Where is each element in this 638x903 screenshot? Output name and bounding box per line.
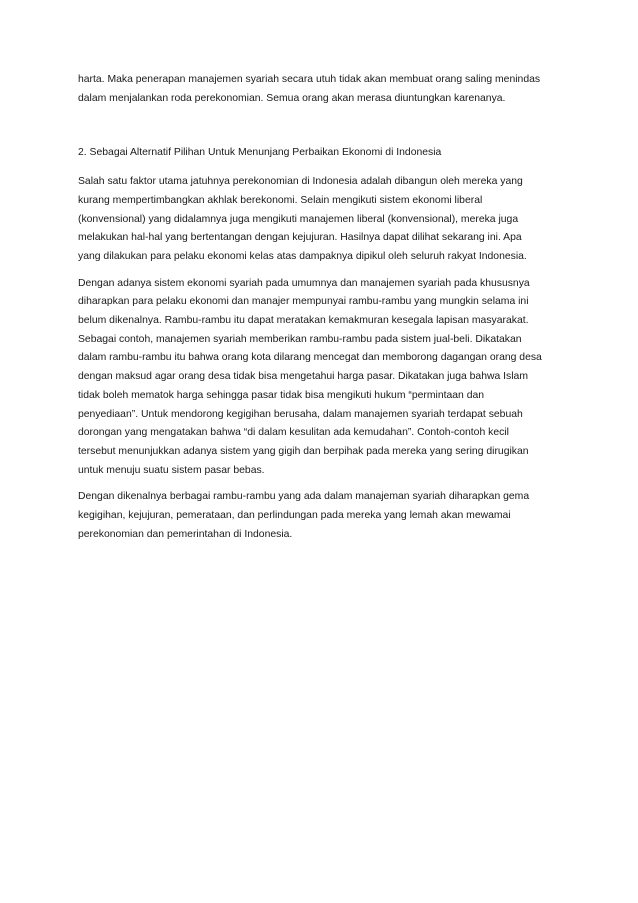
- text-line: kegigihan, kejujuran, pemerataan, dan perlindungan pada mereka yang lemah akan mewamai: [78, 510, 511, 522]
- text-line: 2. Sebagai Alternatif Pilihan Untuk Menunjang Perbaikan Ekonomi di Indonesia: [78, 147, 442, 159]
- text-line: Dengan dikenalnya berbagai rambu-rambu yang ada dalam manajeman syariah diharapkan gema: [78, 491, 530, 503]
- text-line: belum dikenalnya. Rambu-rambu itu dapat meratakan kemakmuran kesegala lapisan masyarakat.: [78, 315, 529, 327]
- text-line: perekonomian dan pemerintahan di Indonesia.: [78, 528, 293, 540]
- text-line: Sebagai contoh, manajemen syariah memberikan rambu-rambu pada sistem jual-beli. Dikatakan: [78, 333, 522, 345]
- text-line: dengan maksud agar orang desa tidak bisa mengetahui harga pasar. Dikatakan juga bahwa Islam: [78, 371, 528, 383]
- text-line: dalam rambu-rambu itu bahwa orang kota dilarang mencegat dan memborong dagangan orang desa: [78, 352, 542, 364]
- text-line: yang dilakukan para pelaku ekonomi kelas atas dampaknya dipikul oleh seluruh rakyat Indonesia.: [78, 250, 527, 262]
- text-line: Salah satu faktor utama jatuhnya perekonomian di Indonesia adalah dibangun oleh mereka yang: [78, 176, 523, 188]
- text-line: melakukan hal-hal yang bertentangan dengan kejujuran. Hasilnya dapat dilihat sekarang ini. Apa: [78, 232, 522, 244]
- text-line: kurang mempertimbangkan akhlak berekonomi. Selain mengikuti sistem ekonomi liberal: [78, 194, 483, 206]
- text-line: Dengan adanya sistem ekonomi syariah pada umumnya dan manajemen syariah pada khususnya: [78, 277, 530, 289]
- text-line: dorongan yang mengatakan bahwa “di dalam kesulitan ada kemudahan”. Contoh-contoh kecil: [78, 427, 509, 439]
- document-page: [78, 71, 564, 544]
- text-line: dalam menjalankan roda perekonomian. Semua orang akan merasa diuntungkan karenanya.: [78, 92, 506, 104]
- text-line: (konvensional) yang didalamnya juga mengikuti manajemen liberal (konvensional), mereka juga: [78, 213, 519, 225]
- paragraph-penutup: [78, 488, 564, 544]
- text-line: diharapkan para pelaku ekonomi dan manajer mempunyai rambu-rambu yang mungkin selama ini: [78, 296, 529, 308]
- paragraph-sistem: [78, 275, 564, 481]
- text-line: harta. Maka penerapan manajemen syariah secara utuh tidak akan membuat orang saling menindas: [78, 74, 541, 85]
- paragraph-faktor: [78, 173, 564, 267]
- section-heading: [78, 144, 564, 163]
- text-line: untuk menuju suatu sistem pasar bebas.: [78, 464, 265, 476]
- paragraph-intro: [78, 71, 564, 108]
- text-line: tidak boleh mematok harga sehingga pasar tidak bisa mengikuti hukum “permintaan dan: [78, 389, 485, 401]
- text-line: tersebut menunjukkan adanya sistem yang gigih dan berpihak pada mereka yang sering dirugikan: [78, 445, 529, 457]
- text-line: penyediaan”. Untuk mendorong kegigihan berusaha, dalam manajemen syariah terdapat sebuah: [78, 408, 523, 420]
